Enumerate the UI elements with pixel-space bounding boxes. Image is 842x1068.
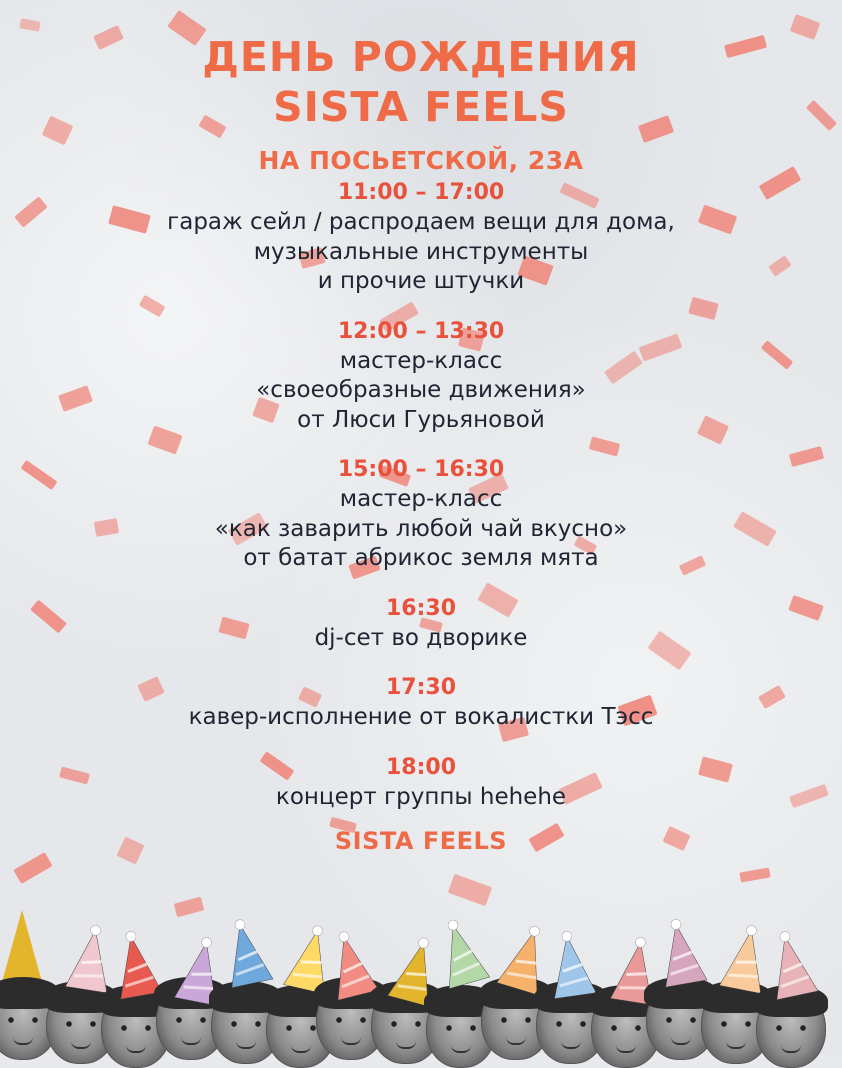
confetti-piece: [13, 852, 52, 884]
schedule: [0, 178, 842, 812]
event-desc-line: мастер-класс: [339, 347, 503, 374]
party-hat-icon: [429, 913, 493, 993]
event-desc-line: от Люси Гурьяновой: [297, 406, 545, 433]
venue-address: НА ПОСЬЕТСКОЙ, 23А: [258, 146, 584, 175]
event-desc-line: и прочие штучки: [317, 268, 525, 294]
event-desc-line: «как заварить любой чай вкусно»: [214, 515, 628, 542]
event-desc-line: dj-сет во дворике: [314, 624, 528, 651]
event-item: [0, 594, 842, 654]
event-item: [0, 455, 842, 574]
footer-brand: SISTA FEELS: [334, 827, 508, 855]
event-item: [0, 753, 842, 813]
event-time: 16:30: [385, 595, 457, 621]
event-time: 15:00 – 16:30: [337, 457, 505, 482]
event-desc-line: музыкальные инструменты: [253, 238, 589, 265]
event-desc-line: мастер-класс: [339, 486, 503, 512]
confetti-piece: [739, 867, 770, 882]
event-time: 17:30: [385, 675, 457, 700]
title-line-2: SISTA FEELS: [273, 83, 569, 131]
event-time: 11:00 – 17:00: [337, 180, 505, 205]
party-hat-icon: [543, 927, 598, 1003]
event-time: 18:00: [385, 754, 457, 780]
title-line-1: ДЕНЬ РОЖДЕНИЯ: [202, 33, 640, 81]
event-item: [0, 673, 842, 733]
event-desc-line: гараж сейл / распродаем вещи для дома,: [167, 209, 675, 235]
event-desc-line: от батат абрикос земля мята: [243, 545, 599, 571]
event-desc-line: «своеобразные движения»: [256, 377, 586, 403]
poster-title: [0, 0, 842, 132]
event-desc-line: концерт группы hehehe: [275, 783, 567, 810]
party-faces-strip: [0, 900, 842, 1054]
event-item: [0, 317, 842, 436]
party-hat-icon: [216, 914, 276, 992]
event-item: [0, 178, 842, 297]
event-desc-line: кавер-исполнение от вокалистки Тэсс: [188, 704, 654, 730]
party-hat-icon: [0, 910, 44, 986]
event-time: 12:00 – 13:30: [337, 318, 505, 344]
